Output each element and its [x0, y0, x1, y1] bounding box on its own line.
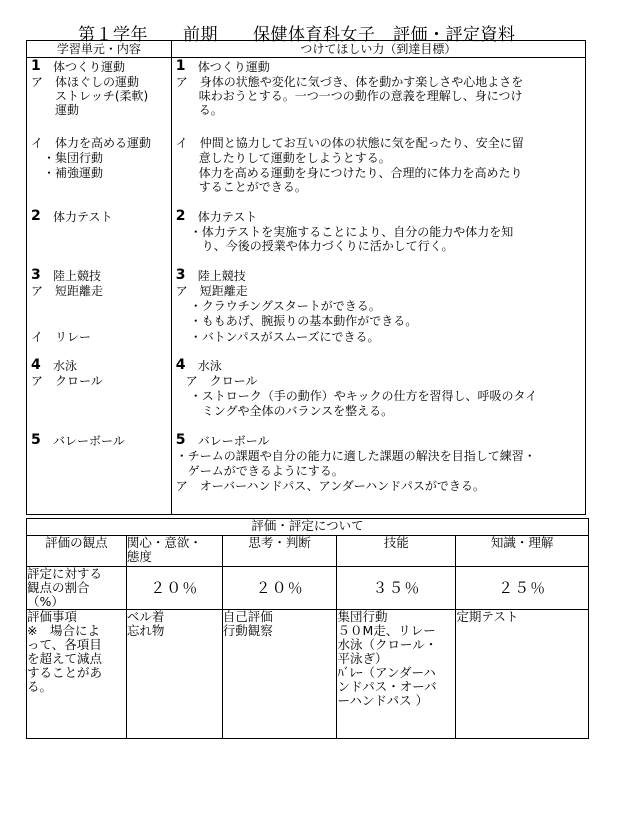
item-line: ５０M走、リレー: [337, 623, 436, 638]
cell-line: ※ 場合によ: [27, 623, 100, 638]
unit-header: 学習単元・内容: [27, 41, 172, 58]
items-label: [27, 610, 127, 739]
evaluation-item: [126, 610, 222, 739]
item-line: ンドパス・オーバ: [337, 679, 437, 694]
item-line: 集団行動: [337, 609, 388, 624]
evaluation-header: [27, 536, 127, 567]
item-line: ﾊﾞﾚｰ（アンダーハ: [337, 665, 436, 680]
unit-line: ア 短距離走: [31, 284, 104, 298]
goal-line: る。: [198, 103, 223, 117]
cell-line: することがあ: [27, 665, 103, 680]
unit-column: [27, 58, 171, 514]
goal-column: [172, 58, 585, 514]
cell-line: 評価事項: [27, 609, 78, 624]
cell-line: 観点の割合: [27, 580, 90, 595]
evaluation-table: [26, 518, 589, 739]
evaluation-item: [222, 610, 337, 739]
goal-line: 意したりして運動をしようとする。: [198, 151, 391, 165]
goal-header: つけてほしい力（到達目標）: [171, 41, 585, 58]
goal-line: することができる。: [198, 180, 307, 194]
goal-line: ・ストローク（手の動作）やキックの仕方を習得し、呼吸のタイ: [189, 389, 538, 403]
ratio-value: ２０％: [222, 567, 337, 610]
item-line: 定期テスト: [456, 609, 519, 624]
cell-line: って、各項目: [27, 637, 102, 652]
item-line: ベル着: [126, 609, 165, 624]
unit-line: ア クロール: [31, 374, 103, 388]
evaluation-item: [337, 610, 456, 739]
unit-line: 運動: [31, 103, 80, 117]
cell-line: を超えて減点: [27, 651, 103, 666]
unit-line-number: 4: [31, 357, 41, 373]
cell-line: 評定に対する: [27, 566, 103, 581]
goal-line-number: 2: [175, 208, 186, 224]
goal-line: 体つくり運動: [197, 60, 270, 74]
item-line: 水泳（クロール・: [337, 637, 438, 652]
cell-line: る。: [27, 679, 53, 694]
header-line: 思考・判断: [248, 535, 311, 550]
unit-line-number: 5: [31, 432, 41, 448]
goal-line: り、今後の授業や体力づくりに活かして行く。: [201, 239, 454, 253]
cell-line: （%）: [27, 594, 64, 609]
header-line: 評価の観点: [45, 535, 108, 550]
unit-line: イ リレー: [31, 330, 92, 344]
goal-line: 体力テスト: [197, 210, 258, 224]
goal-line-number: 5: [175, 432, 186, 448]
unit-line-number: 3: [31, 267, 41, 283]
unit-table: [26, 40, 586, 515]
unit-line: 水泳: [53, 359, 78, 373]
unit-line: イ 体力を高める運動: [31, 136, 152, 150]
goal-line: ア クロール: [185, 374, 258, 388]
goal-line: ゲームができるようにする。: [187, 464, 344, 478]
evaluation-item: [456, 610, 589, 739]
header-line: 知識・理解: [490, 535, 554, 550]
goal-line: 陸上競技: [197, 269, 246, 283]
item-line: 自己評価: [222, 609, 273, 624]
goal-line: ・バトンパスがスムーズにできる。: [189, 330, 380, 344]
goal-line-number: 3: [175, 267, 186, 283]
goal-line: ア オーバーハンドパス、アンダーハンドパスができる。: [175, 479, 485, 493]
unit-line: 陸上競技: [53, 269, 102, 283]
evaluation-header: [456, 536, 589, 567]
goal-line: ・体力テストを実施することにより、自分の能力や体力を知: [189, 225, 514, 239]
ratio-label: [27, 567, 127, 610]
evaluation-header: [337, 536, 456, 567]
header-line: 態度: [126, 549, 152, 564]
item-line: 平泳ぎ）: [337, 651, 388, 666]
goal-line: 体力を高める運動を身につけたり、合理的に体力を高めたり: [198, 166, 523, 180]
unit-line: ストレッチ(柔軟): [31, 89, 149, 103]
unit-line: ア 体ほぐしの運動: [31, 75, 140, 89]
goal-line: イ 仲間と協力してお互いの体の状態に気を配ったり、安全に留: [175, 136, 524, 150]
unit-line: 体力テスト: [53, 210, 113, 224]
evaluation-header: [222, 536, 337, 567]
goal-line: ・ももあげ、腕振りの基本動作ができる。: [189, 314, 418, 328]
ratio-value: ２５％: [456, 567, 589, 610]
unit-line: ・集団行動: [43, 151, 104, 165]
evaluation-caption: 評価・評定について: [27, 519, 589, 536]
item-line: 忘れ物: [126, 623, 165, 638]
goal-line: ア 身体の状態や変化に気づき、体を動かす楽しさや心地よさを: [175, 75, 524, 89]
unit-line: ・補強運動: [43, 166, 104, 180]
unit-line-number: 2: [31, 208, 41, 224]
header-line: 関心・意欲・: [126, 535, 202, 550]
item-line: ーハンドパス ）: [337, 693, 429, 708]
unit-line: 体つくり運動: [53, 60, 126, 74]
item-line: 行動観察: [222, 623, 273, 638]
goal-line: バレーボール: [197, 434, 270, 448]
unit-line-number: 1: [31, 58, 41, 74]
goal-line-number: 1: [175, 58, 186, 74]
goal-line: ミングや全体のバランスを整える。: [201, 404, 394, 418]
goal-line: 水泳: [197, 359, 222, 373]
ratio-value: ３５％: [337, 567, 456, 610]
goal-line: 味わおうとする。一つ一つの動作の意義を理解し、身につけ: [198, 89, 523, 103]
unit-line: バレーボール: [53, 434, 125, 448]
goal-line: ・チームの課題や自分の能力に適した課題の解決を目指して練習・: [175, 449, 536, 463]
page-title: 第１学年 前期 保健体育科女子 評価・評定資料: [78, 25, 516, 45]
header-line: 技能: [383, 535, 409, 550]
goal-line: ・クラウチングスタートができる。: [189, 299, 381, 313]
evaluation-header: [126, 536, 222, 567]
ratio-value: ２０％: [126, 567, 222, 610]
goal-line-number: 4: [175, 357, 186, 373]
goal-line: ア 短距離走: [175, 284, 248, 298]
